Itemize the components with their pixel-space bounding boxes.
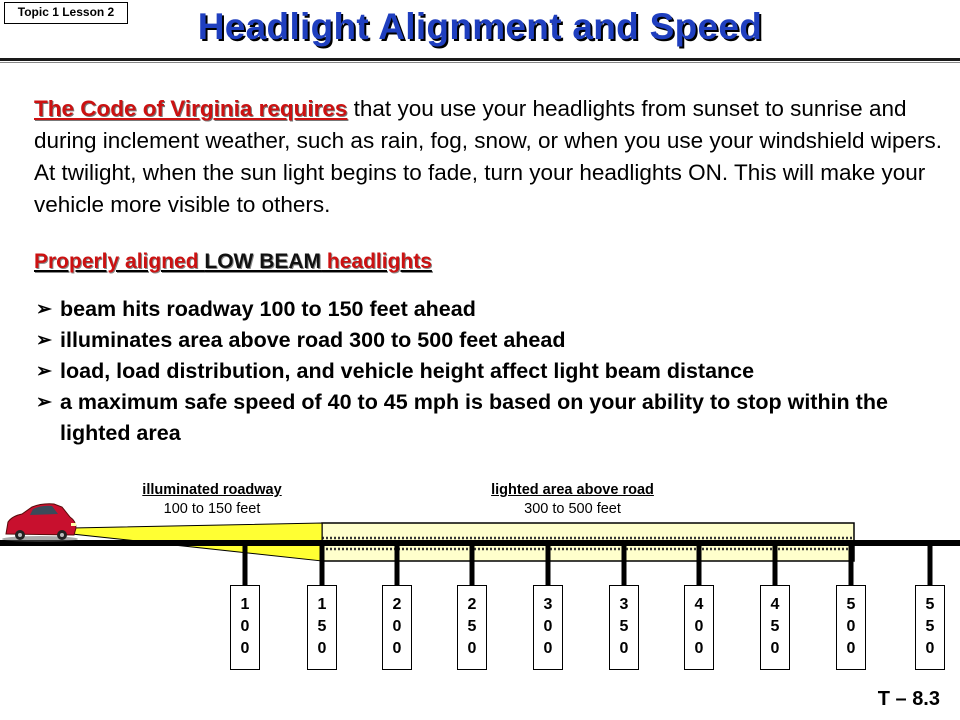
distance-marker-350: 3 5 0 xyxy=(609,585,639,670)
distance-marker-300: 3 0 0 xyxy=(533,585,563,670)
subhead-part-2: LOW BEAM xyxy=(204,250,322,273)
distance-marker-550: 5 5 0 xyxy=(915,585,945,670)
roadway-range: 100 to 150 feet xyxy=(163,501,261,517)
bullet-text: load, load distribution, and vehicle height affect light beam distance xyxy=(60,359,755,383)
arrow-bullet-icon: ➢ xyxy=(36,330,52,351)
arrow-bullet-icon: ➢ xyxy=(36,361,52,382)
intro-lead: The Code of Virginia requires xyxy=(34,96,348,121)
distance-marker-250: 2 5 0 xyxy=(457,585,487,670)
distance-marker-100: 1 0 0 xyxy=(230,585,260,670)
subhead-part-1: Properly aligned xyxy=(34,250,205,273)
roadway-label: illuminated roadway xyxy=(142,482,282,498)
distance-marker-450: 4 5 0 xyxy=(760,585,790,670)
intro-body: that you use your headlights from sunset to sunrise and during inclement weather, such as rain, fog, snow, or when you use your windshield wipers. At twilight, when the sun light begins to fade, turn your headlights ON. This will make your vehicle more visible to others. xyxy=(34,96,942,217)
car-icon xyxy=(2,504,78,542)
arrow-bullet-icon: ➢ xyxy=(36,299,52,320)
page-title: Headlight Alignment and Speed xyxy=(197,6,763,47)
bullet-text: illuminates area above road 300 to 500 feet ahead xyxy=(60,328,566,352)
bullet-text: a maximum safe speed of 40 to 45 mph is based on your ability to stop within the lighted area xyxy=(60,390,888,445)
distance-marker-200: 2 0 0 xyxy=(382,585,412,670)
road-surface xyxy=(0,540,960,546)
topic-tag: Topic 1 Lesson 2 xyxy=(4,2,128,24)
bullet-text: beam hits roadway 100 to 150 feet ahead xyxy=(60,297,476,321)
slide-number: T – 8.3 xyxy=(877,688,940,710)
distance-marker-500: 5 0 0 xyxy=(836,585,866,670)
arrow-bullet-icon: ➢ xyxy=(36,392,52,413)
above-road-range: 300 to 500 feet xyxy=(524,501,621,517)
distance-marker-150: 1 5 0 xyxy=(307,585,337,670)
subhead-part-3: headlights xyxy=(321,250,432,273)
above-road-label: lighted area above road xyxy=(491,482,654,498)
distance-marker-400: 4 0 0 xyxy=(684,585,714,670)
